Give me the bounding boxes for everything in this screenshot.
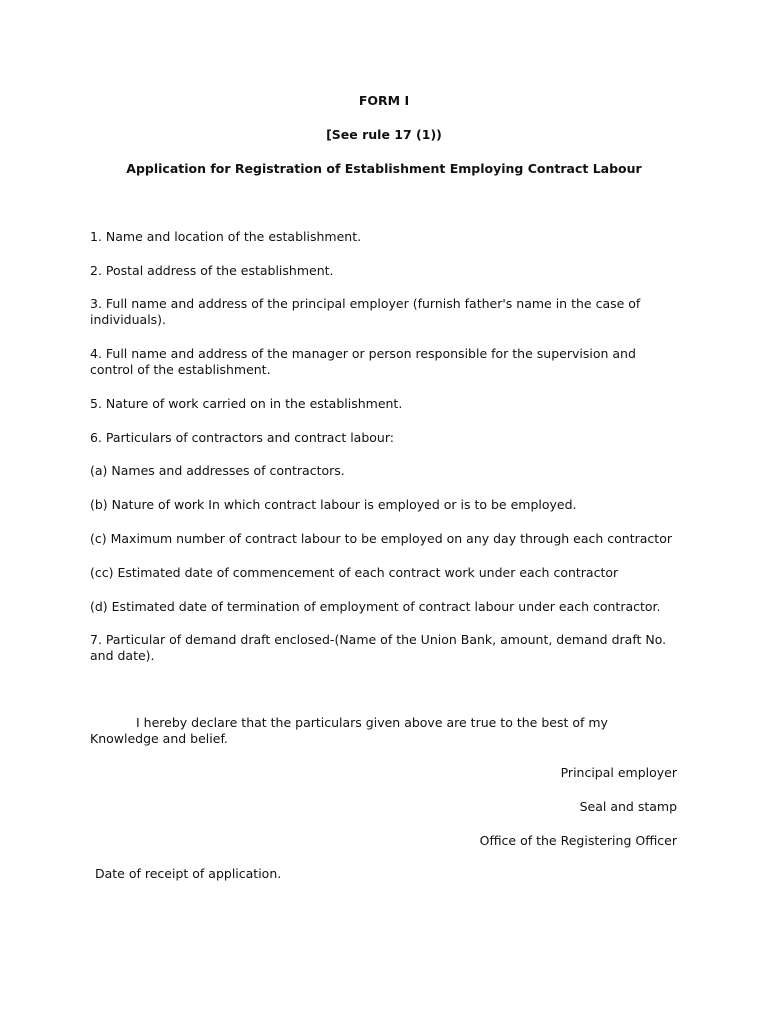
item-3-line-1: 3. Full name and address of the principal employer (furnish father's name in the case of <box>90 296 641 311</box>
item-7-line-2: and date). <box>90 648 155 663</box>
declaration-line-2: Knowledge and belief. <box>90 731 228 746</box>
item-6cc: (cc) Estimated date of commencement of each contract work under each contractor <box>90 565 619 580</box>
item-4-line-1: 4. Full name and address of the manager or person responsible for the supervision and <box>90 346 636 361</box>
registering-office-label: Office of the Registering Officer <box>479 833 677 848</box>
item-1: 1. Name and location of the establishment. <box>90 229 362 244</box>
item-2: 2. Postal address of the establishment. <box>90 263 334 278</box>
declaration-line-1: I hereby declare that the particulars given above are true to the best of my <box>136 715 608 730</box>
item-6d: (d) Estimated date of termination of employment of contract labour under each contractor. <box>90 599 661 614</box>
receipt-date-label: Date of receipt of application. <box>95 866 282 881</box>
item-4-line-2: control of the establishment. <box>90 362 271 377</box>
item-6c: (c) Maximum number of contract labour to be employed on any day through each contractor <box>90 531 672 546</box>
item-7-line-1: 7. Particular of demand draft enclosed-(Name of the Union Bank, amount, demand draft No. <box>90 632 667 647</box>
form-title: FORM I <box>358 93 410 108</box>
item-5: 5. Nature of work carried on in the establishment. <box>90 396 403 411</box>
form-heading: Application for Registration of Establishment Employing Contract Labour <box>126 161 642 176</box>
item-6: 6. Particulars of contractors and contract labour: <box>90 430 394 445</box>
item-6b: (b) Nature of work In which contract labour is employed or is to be employed. <box>90 497 577 512</box>
item-3-line-2: individuals). <box>90 312 167 327</box>
rule-reference: [See rule 17 (1)) <box>326 127 442 142</box>
seal-and-stamp-label: Seal and stamp <box>579 799 677 814</box>
principal-employer-label: Principal employer <box>560 765 677 780</box>
item-6a: (a) Names and addresses of contractors. <box>90 463 345 478</box>
